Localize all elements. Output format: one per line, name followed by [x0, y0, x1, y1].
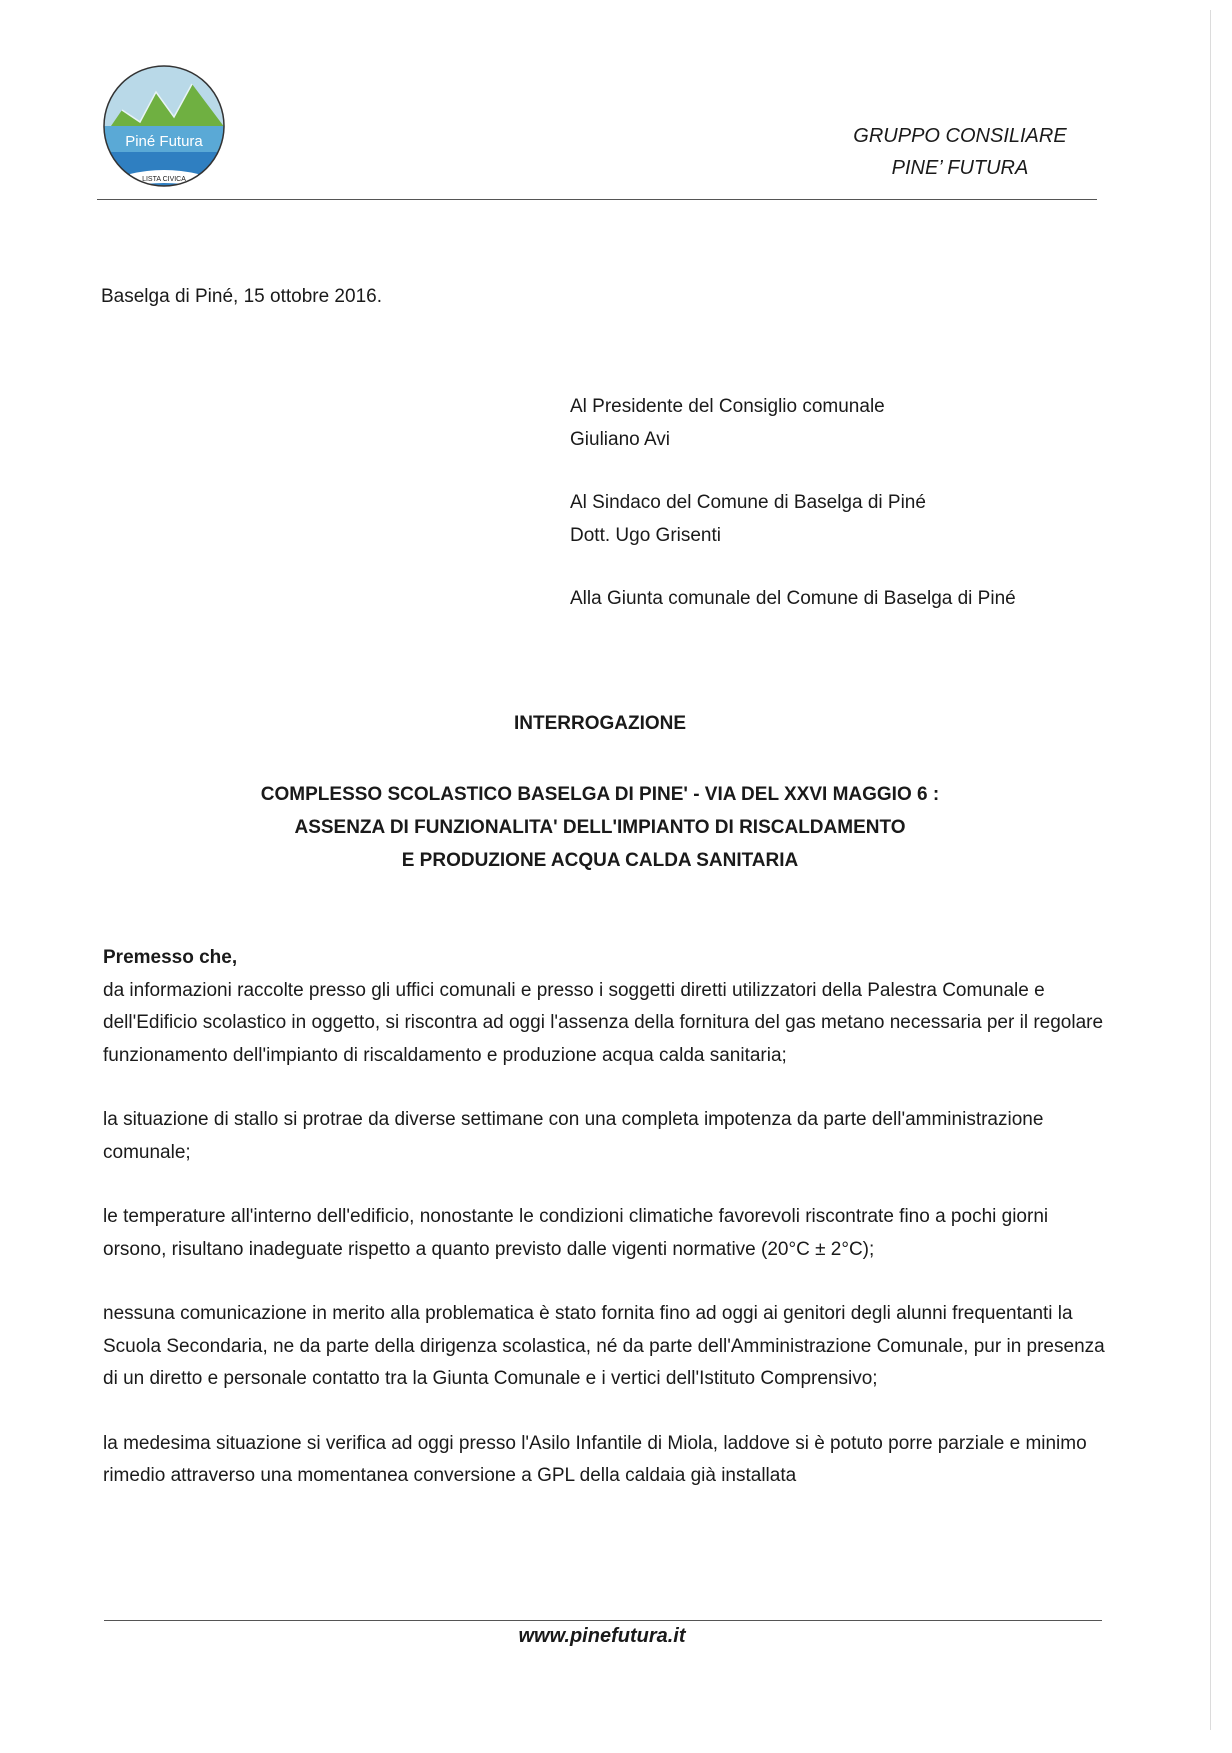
body-lead: Premesso che, — [103, 947, 238, 968]
pine-futura-logo — [100, 62, 228, 198]
subject-line: COMPLESSO SCOLASTICO BASELGA DI PINE' - VIA DEL XXVI MAGGIO 6 : — [260, 784, 940, 805]
subject-line: E PRODUZIONE ACQUA CALDA SANITARIA — [401, 850, 799, 871]
letter-date: Baselga di Piné, 15 ottobre 2016. — [101, 286, 382, 307]
header-divider — [97, 199, 1097, 200]
footer-website[interactable]: www.pinefutura.it — [518, 1625, 686, 1647]
recipient-line: Al Presidente del Consiglio comunale — [570, 396, 885, 417]
logo-emblem — [100, 62, 228, 198]
group-header-line2: PINE’ FUTURA — [891, 157, 1029, 179]
body-paragraph: la situazione di stallo si protrae da diverse settimane con una completa impotenza da parte dell'amministrazione comunale; — [103, 1109, 1044, 1163]
recipient-line: Giuliano Avi — [570, 429, 670, 450]
recipient-mayor — [570, 486, 1016, 552]
recipient-president — [570, 390, 1016, 456]
recipient-line: Alla Giunta comunale del Comune di Baselga di Piné — [570, 588, 1016, 609]
recipient-council — [570, 582, 1016, 615]
scan-edge-line — [1210, 10, 1211, 1730]
recipient-line: Dott. Ugo Grisenti — [570, 525, 721, 546]
group-header — [800, 120, 1120, 184]
body-paragraph: le temperature all'interno dell'edificio, nonostante le condizioni climatiche favorevoli riscontrate fino a pochi giorni orsono, risultano inadeguate rispetto a quanto previsto dalle vigenti normative (20°C ± 2°C); — [103, 1206, 1049, 1260]
body-paragraph: nessuna comunicazione in merito alla problematica è stato fornita fino ad oggi ai genitori degli alunni frequentanti la Scuola Secondaria, ne da parte della dirigenza scolastica, né da parte dell'Amministrazione Comunale, pur in presenza di un diretto e personale contatto tra la Giunta Comunale e i vertici dell'Istituto Comprensivo; — [103, 1303, 1105, 1389]
logo-tagline: LISTA CIVICA — [142, 176, 186, 183]
recipient-line: Al Sindaco del Comune di Baselga di Piné — [570, 492, 926, 513]
footer-divider — [104, 1620, 1102, 1621]
subject-line: ASSENZA DI FUNZIONALITA' DELL'IMPIANTO DI RISCALDAMENTO — [294, 817, 906, 838]
document-subject — [0, 778, 1200, 877]
recipients-block — [570, 390, 1016, 615]
document-title: INTERROGAZIONE — [513, 713, 687, 734]
document-body — [103, 942, 1113, 1493]
body-paragraph: la medesima situazione si verifica ad oggi presso l'Asilo Infantile di Miola, laddove si è potuto porre parziale e minimo rimedio attraverso una momentanea conversione a GPL della caldaia già installata — [103, 1432, 1087, 1486]
body-paragraph: da informazioni raccolte presso gli uffici comunali e presso i soggetti diretti utilizzatori della Palestra Comunale e dell'Edificio scolastico in oggetto, si riscontra ad oggi l'assenza della fornitura del gas metano necessaria per il regolare funzionamento dell'impianto di riscaldamento e produzione acqua calda sanitaria; — [103, 979, 1104, 1066]
logo-text: Piné Futura — [125, 133, 203, 150]
group-header-line1: GRUPPO CONSILIARE — [853, 125, 1067, 147]
